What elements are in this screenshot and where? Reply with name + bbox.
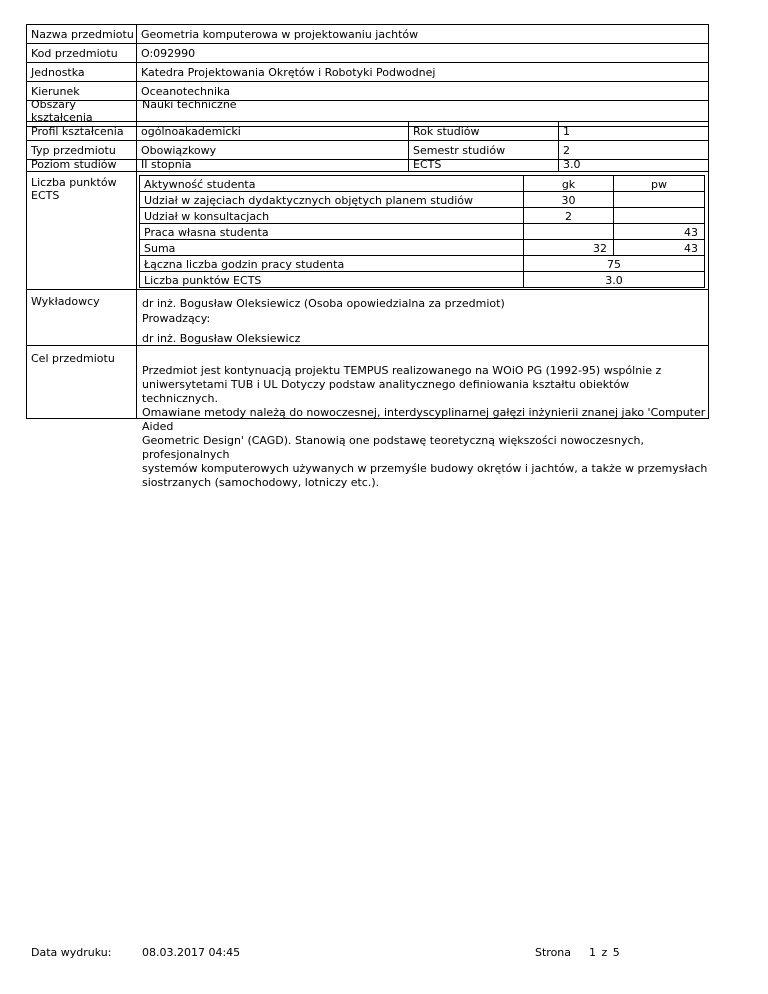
instructor-name: dr inż. Bogusław Oleksiewicz: [142, 332, 301, 345]
table-row-pw: 43: [684, 242, 698, 255]
table-row-gk: 32: [593, 242, 607, 255]
instructors-label: Prowadzący:: [142, 312, 211, 325]
level-value: II stopnia: [141, 158, 192, 171]
year-label: Rok studiów: [413, 125, 480, 138]
unit-value: Katedra Projektowania Okrętów i Robotyki Podwodnej: [141, 66, 436, 79]
type-label: Typ przedmiotu: [31, 144, 116, 157]
gk-header: gk: [561, 178, 576, 191]
value-cell: [558, 121, 709, 141]
total-ects-label: Liczba punktów ECTS: [144, 274, 262, 287]
total-hours-label: Łączna liczba godzin pracy studenta: [144, 258, 345, 271]
table-row-activity: Praca własna studenta: [144, 226, 269, 239]
pw-header: pw: [651, 178, 667, 191]
objective-line: systemów komputerowych używanych w przemyśle budowy okrętów i jachtów, a także w przemysłach: [142, 462, 708, 475]
objective-text: [142, 364, 708, 490]
field-value: Oceanotechnika: [141, 85, 230, 98]
objective-line: Omawiane metody należą do nowoczesnej, interdyscyplinarnej gałęzi inżynierii znanej jako 'Computer Aided: [142, 406, 706, 433]
semester-label: Semestr studiów: [413, 144, 506, 157]
activity-header: Aktywność studenta: [144, 178, 256, 191]
responsible-person: dr inż. Bogusław Oleksiewicz (Osoba opowiedzialna za przedmiot): [142, 297, 505, 310]
table-row-activity: Udział w konsultacjach: [144, 210, 270, 223]
areas-value: Nauki techniczne: [142, 98, 237, 111]
course-name-label: Nazwa przedmiotu: [31, 28, 134, 41]
objective-line: Geometric Design' (CAGD). Stanowią one podstawę teoretyczną większości nowoczesnych, profesjonalnych: [142, 434, 644, 461]
objective-line: uniwersytetami TUB i UL Dotyczy podstaw analitycznego definiowania kształtu obiektów technicznych.: [142, 378, 630, 405]
objective-line: siostrzanych (samochodowy, lotniczy etc.).: [142, 476, 380, 489]
semester-value: 2: [563, 144, 570, 157]
value-cell: [558, 157, 709, 172]
type-value: Obowiązkowy: [141, 144, 217, 157]
ects-value: 3.0: [563, 158, 581, 171]
total-hours-value: 75: [607, 258, 621, 271]
page-number: 1 z 5: [589, 946, 620, 959]
unit-label: Jednostka: [31, 66, 85, 79]
course-code-value: O:092990: [141, 47, 196, 60]
year-value: 1: [563, 125, 570, 138]
table-row-pw: 43: [684, 226, 698, 239]
table-row-activity: Udział w zajęciach dydaktycznych objętych planem studiów: [144, 194, 474, 207]
lecturers-label: Wykładowcy: [31, 295, 100, 308]
profile-value: ogólnoakademicki: [141, 125, 241, 138]
page-label: Strona: [535, 946, 572, 959]
profile-label: Profil kształcenia: [31, 125, 124, 138]
table-row-gk: 2: [565, 210, 572, 223]
print-date-value: 08.03.2017 04:45: [142, 946, 241, 959]
course-code-label: Kod przedmiotu: [31, 47, 118, 60]
total-ects-value: 3.0: [605, 274, 623, 287]
value-cell: [136, 43, 709, 63]
field-label: Kierunek: [31, 85, 80, 98]
level-label: Poziom studiów: [31, 158, 117, 171]
areas-label: Obszary kształcenia: [31, 98, 93, 124]
objective-line: Przedmiot jest kontynuacją projektu TEMPUS realizowanego na WOiO PG (1992-95) wspólnie z: [142, 364, 662, 377]
ects-section-label: Liczba punktów ECTS: [31, 176, 117, 202]
ects-label: ECTS: [413, 158, 442, 171]
objective-label: Cel przedmiotu: [31, 352, 115, 365]
table-row-activity: Suma: [144, 242, 176, 255]
course-name-value: Geometria komputerowa w projektowaniu jachtów: [141, 28, 419, 41]
print-date-label: Data wydruku:: [31, 946, 112, 959]
table-row-gk: 30: [561, 194, 576, 207]
